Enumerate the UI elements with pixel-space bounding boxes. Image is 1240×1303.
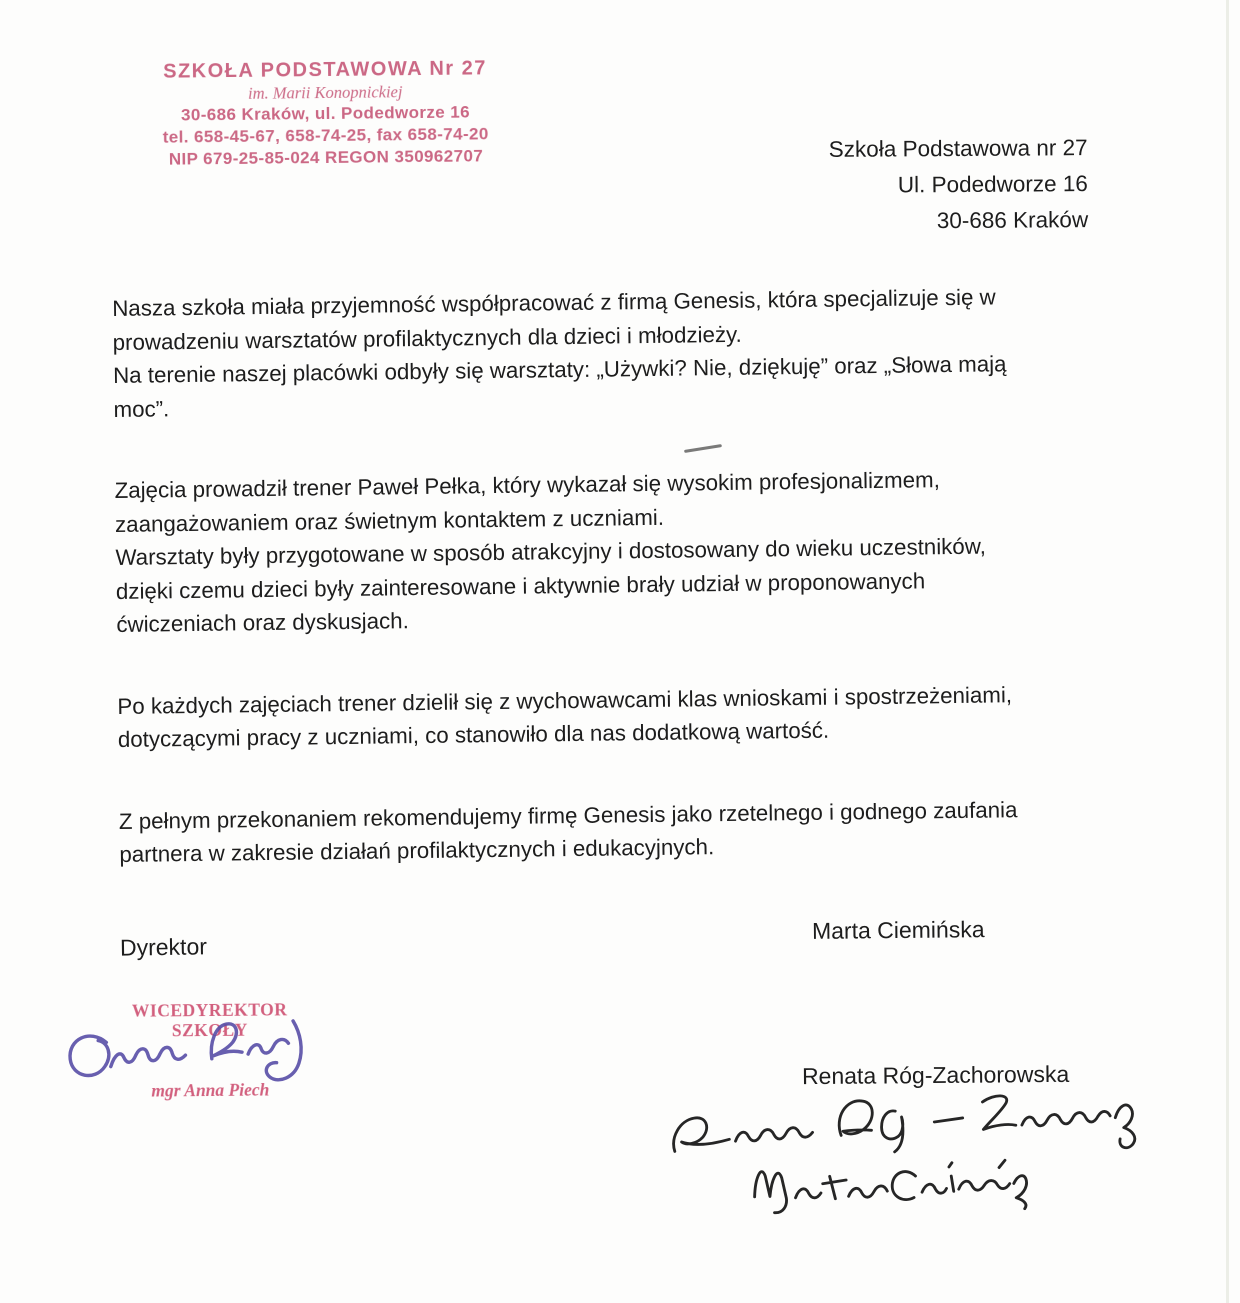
vice-stamp-title: WICEDYREKTOR SZKOŁY: [131, 999, 288, 1041]
printed-name-renata-rog-zachorowska: Renata Róg-Zachorowska: [801, 1060, 1070, 1090]
paragraph-recommendation: Z pełnym przekonaniem rekomendujemy firmę Genesis jako rzetelnego i godnego zaufania partnera w zakresie działań profilaktycznych i edukacyjnych.: [118, 796, 1018, 867]
school-ink-stamp: [127, 56, 523, 171]
stamp-nip-regon: NIP 679-25-85-024 REGON 350962707: [168, 146, 484, 169]
paragraph-trainer: Zajęcia prowadził trener Paweł Pełka, który wykazał się wysokim profesjonalizmem, zaangażowaniem oraz świetnym kontaktem z uczniami. Warsztaty były przygotowane w sposób atrakcyjny i dostosowany do wieku uczestników, dzięki czemu dzieci były zainteresowane i aktywnie brały udział w proponowanych ćwiczeniach oraz dyskusjach.: [114, 467, 986, 637]
stamp-patron-name: im. Marii Konopnickiej: [247, 82, 403, 103]
address-block: Szkoła Podstawowa nr 27 Ul. Podedworze 16 30-686 Kraków: [828, 135, 1089, 234]
paragraph-introduction: Nasza szkoła miała przyjemność współpracować z firmą Genesis, która specjalizuje się w prowadzeniu warsztatów profilaktycznych dla dzieci i młodzieży. Na terenie naszej placówki odbyły się warsztaty: „Używki? Nie, dziękuję” oraz „Słowa mają moc”.: [112, 284, 1007, 422]
stamp-phone-fax: tel. 658-45-67, 658-74-25, fax 658-74-20: [162, 124, 489, 147]
letter-body: [112, 278, 1184, 919]
handwritten-signature-marta-cieminska: [741, 1146, 1029, 1218]
handwritten-signature-anna-piech: [59, 1000, 329, 1107]
signoff-title-dyrektor: Dyrektor: [119, 933, 208, 961]
paragraph-feedback: Po każdych zajęciach trener dzielił się z wychowawcami klas wnioskami i spostrzeżeniami, dotyczącymi pracy z uczniami, co stanowiło dla nas dodatkową wartość.: [117, 681, 1013, 752]
page-edge-shadow: [1226, 0, 1229, 1303]
stamp-address: 30-686 Kraków, ul. Podedworze 16: [180, 102, 471, 125]
stamp-school-name: SZKOŁA PODSTAWOWA Nr 27: [163, 57, 488, 83]
signoff-name-marta-cieminska: Marta Ciemińska: [811, 916, 985, 944]
vice-stamp-name: mgr Anna Piech: [151, 1079, 270, 1101]
